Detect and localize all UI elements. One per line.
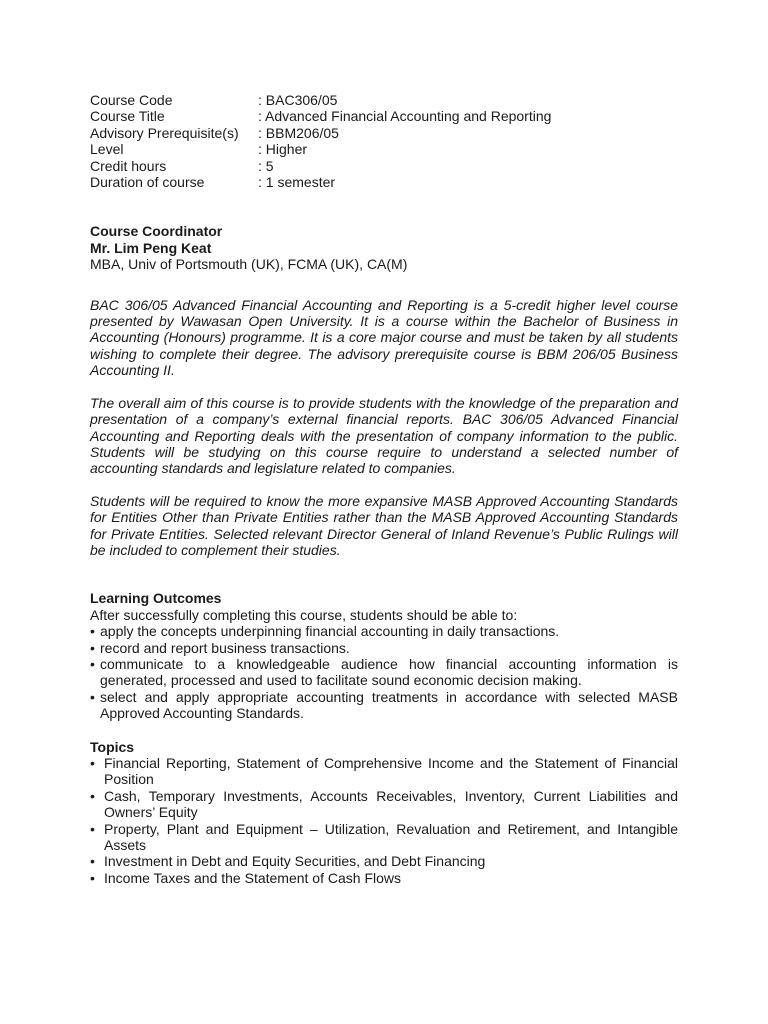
level-label: Level (90, 141, 124, 158)
course-title-label: Course Title (90, 108, 165, 125)
coordinator-name: Mr. Lim Peng Keat (90, 239, 212, 256)
bullet-icon: • (90, 639, 95, 656)
prerequisite-label: Advisory Prerequisite(s) (90, 124, 239, 141)
coordinator-qualifications: MBA, Univ of Portsmouth (UK), FCMA (UK), CA(M) (90, 256, 408, 273)
learning-outcomes-heading: Learning Outcomes (90, 590, 222, 607)
course-info-table (90, 92, 551, 190)
list-item-text: select and apply appropriate accounting treatments in accordance with selected MASB Approved Accounting Standards. (100, 688, 678, 722)
level-value: : Higher (258, 141, 308, 158)
bullet-icon: • (90, 655, 95, 672)
coordinator-heading: Course Coordinator (90, 223, 223, 240)
list-item (90, 853, 678, 869)
course-aim-paragraph: The overall aim of this course is to provide students with the knowledge of the preparation and presentation of a company’s external financial reports. BAC 306/05 Advanced Financial Accounting and Reporting deals with the presentation of company information to the public. Students will be studying on this course require to understand a selected number of accounting standards and legislature related to companies. (90, 394, 678, 477)
course-title-row (90, 108, 551, 124)
list-item (90, 870, 678, 886)
course-code-row (90, 92, 551, 108)
list-item-text: record and report business transactions. (100, 639, 350, 656)
bullet-icon: • (90, 869, 95, 886)
credit-hours-row (90, 158, 551, 174)
list-item-text: Income Taxes and the Statement of Cash Flows (104, 869, 402, 886)
list-item (90, 656, 678, 689)
course-code-label: Course Code (90, 92, 173, 108)
learning-outcomes-intro: After successfully completing this course, students should be able to: (90, 606, 518, 623)
list-item (90, 689, 678, 722)
credit-hours-value: : 5 (258, 157, 274, 174)
bullet-icon: • (90, 755, 95, 771)
course-title-value: : Advanced Financial Accounting and Reporting (258, 108, 552, 125)
list-item (90, 623, 678, 639)
list-item-text: Cash, Temporary Investments, Accounts Receivables, Inventory, Current Liabilities and Owners’ Equity (104, 787, 678, 821)
level-row (90, 141, 551, 157)
list-item-text: Financial Reporting, Statement of Comprehensive Income and the Statement of Financial Position (104, 755, 678, 788)
topics-list (90, 755, 678, 886)
bullet-icon: • (90, 623, 95, 640)
coordinator-section (90, 223, 678, 272)
course-code-value: : BAC306/05 (258, 92, 338, 108)
duration-value: : 1 semester (258, 174, 336, 191)
bullet-icon: • (90, 787, 95, 804)
credit-hours-label: Credit hours (90, 157, 167, 174)
list-item-text: apply the concepts underpinning financial accounting in daily transactions. (100, 623, 560, 640)
list-item-text: communicate to a knowledgeable audience how financial accounting information is generated, processed and used to facilitate sound economic decision making. (100, 655, 678, 689)
duration-row (90, 174, 551, 190)
learning-outcomes-list (90, 623, 678, 721)
prerequisite-value: : BBM206/05 (258, 124, 339, 141)
bullet-icon: • (90, 853, 95, 870)
list-item (90, 755, 678, 788)
course-description-paragraph: BAC 306/05 Advanced Financial Accounting and Reporting is a 5-credit higher level course presented by Wawasan Open University. It is a course within the Bachelor of Business in Accounting (Honours) programme. It is a core major course and must be taken by all students wishing to complete their degree. The advisory prerequisite course is BBM 206/05 Business Accounting II. (90, 296, 678, 379)
list-item-text: Property, Plant and Equipment – Utilization, Revaluation and Retirement, and Intangible Assets (104, 820, 678, 854)
list-item-text: Investment in Debt and Equity Securities, and Debt Financing (104, 853, 486, 870)
list-item (90, 821, 678, 854)
list-item (90, 788, 678, 821)
bullet-icon: • (90, 820, 95, 837)
duration-label: Duration of course (90, 174, 205, 191)
standards-paragraph: Students will be required to know the more expansive MASB Approved Accounting Standards for Entities Other than Private Entities rather than the MASB Approved Accounting Standards for Private Entities. Selected relevant Director General of Inland Revenue’s Public Rulings will be included to complement their studies. (90, 492, 678, 558)
prerequisite-row (90, 125, 551, 141)
bullet-icon: • (90, 688, 95, 705)
list-item (90, 640, 678, 656)
topics-heading: Topics (90, 738, 135, 755)
course-document (90, 92, 678, 886)
